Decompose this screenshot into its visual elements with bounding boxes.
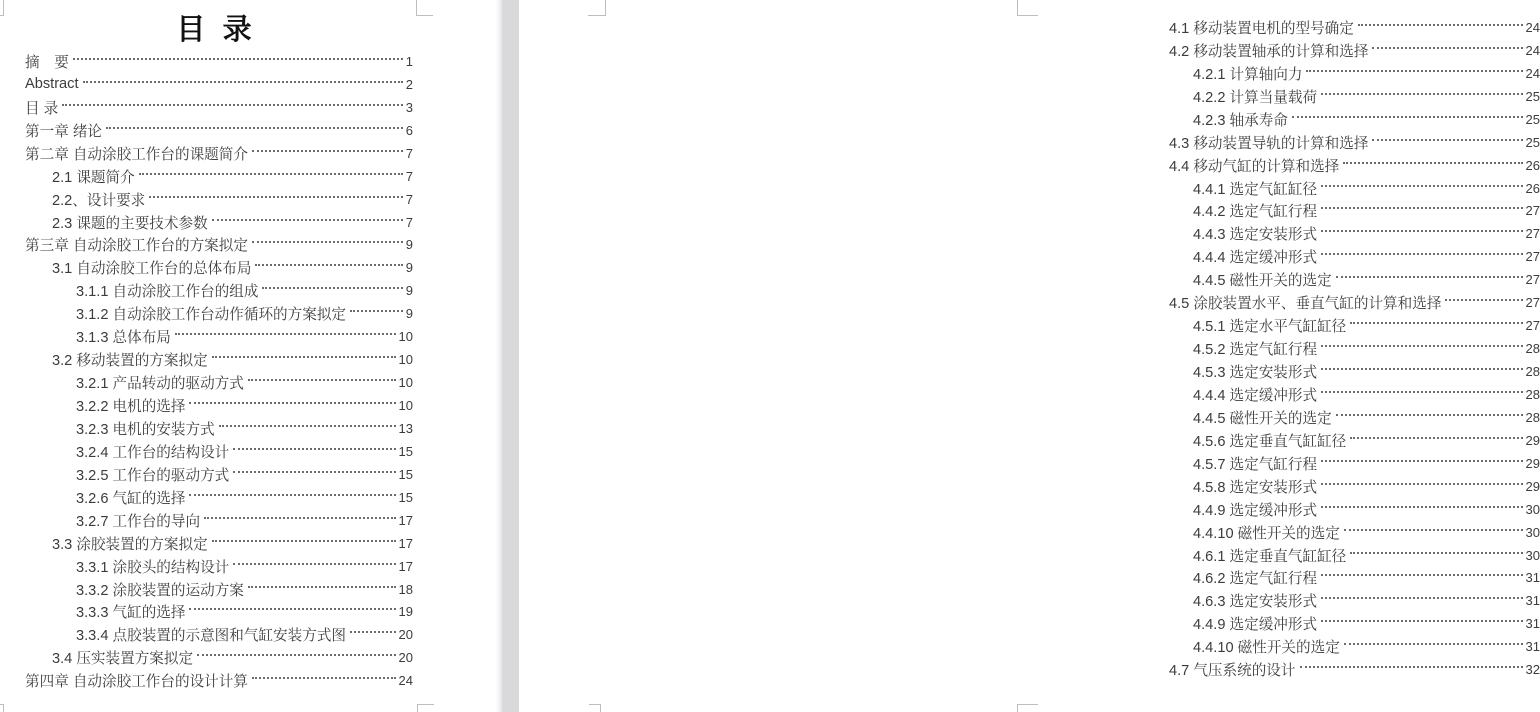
toc-leader-dots <box>1321 207 1522 209</box>
toc-entry-page-number: 24 <box>1525 65 1540 81</box>
toc-leader-dots <box>1321 620 1522 622</box>
toc-entry-page-number: 17 <box>398 512 413 528</box>
toc-entry-page-number: 10 <box>398 398 413 414</box>
toc-entry-page-number: 27 <box>1525 226 1540 242</box>
toc-leader-dots <box>1344 643 1523 645</box>
toc-leader-dots <box>1350 322 1522 324</box>
toc-entry-page-number: 25 <box>1525 111 1540 127</box>
toc-entry[interactable] <box>1169 39 1540 62</box>
toc-entry-page-number: 15 <box>398 489 413 505</box>
toc-entry[interactable] <box>25 325 413 348</box>
toc-leader-dots <box>1321 185 1522 187</box>
toc-leader-dots <box>252 241 403 243</box>
toc-entry-label: 3.3.1 涂胶头的结构设计 <box>76 559 230 576</box>
toc-entry-label: 4.2.1 计算轴向力 <box>1193 66 1303 83</box>
toc-entry[interactable] <box>25 623 413 646</box>
toc-leader-dots <box>1292 116 1523 118</box>
toc-leader-dots <box>1321 368 1522 370</box>
toc-leader-dots <box>62 104 403 106</box>
toc-list-left <box>25 50 413 692</box>
toc-entry-label: 4.4.9 选定缓冲形式 <box>1193 502 1318 519</box>
toc-entry-label: 3.1 自动涂胶工作台的总体布局 <box>52 261 252 278</box>
toc-list-right <box>1169 16 1540 681</box>
toc-entry[interactable] <box>1169 291 1540 314</box>
toc-entry-label: 3.1.2 自动涂胶工作台动作循环的方案拟定 <box>76 307 347 324</box>
crop-mark <box>1017 704 1018 712</box>
toc-entry[interactable] <box>1169 314 1540 337</box>
toc-entry[interactable] <box>25 669 413 692</box>
toc-entry-label: 4.4.5 磁性开关的选定 <box>1193 273 1332 290</box>
toc-leader-dots <box>233 448 395 450</box>
toc-entry[interactable] <box>1169 222 1540 245</box>
toc-entry-page-number: 30 <box>1525 547 1540 563</box>
toc-entry[interactable] <box>25 211 413 234</box>
toc-entry-page-number: 31 <box>1525 639 1540 655</box>
toc-entry-label: 3.1.1 自动涂胶工作台的组成 <box>76 284 259 301</box>
toc-entry-label: 4.4.10 磁性开关的选定 <box>1193 525 1340 542</box>
toc-entry[interactable] <box>25 348 413 371</box>
toc-leader-dots <box>189 402 395 404</box>
toc-entry-label: 3.2 移动装置的方案拟定 <box>52 353 208 370</box>
toc-entry-page-number: 20 <box>398 627 413 643</box>
toc-entry-label: 3.3.2 涂胶装置的运动方案 <box>76 582 244 599</box>
toc-entry-page-number: 31 <box>1525 593 1540 609</box>
toc-entry[interactable] <box>25 96 413 119</box>
toc-entry-label: 3.3.4 点胶装置的示意图和气缸安装方式图 <box>76 628 347 645</box>
toc-entry-page-number: 31 <box>1525 570 1540 586</box>
crop-mark <box>416 0 417 15</box>
toc-leader-dots <box>212 356 396 358</box>
toc-entry-page-number: 24 <box>398 673 413 689</box>
toc-entry[interactable] <box>25 188 413 211</box>
toc-entry-page-number: 32 <box>1525 662 1540 678</box>
toc-entry-label: 4.5.8 选定安装形式 <box>1193 479 1318 496</box>
toc-leader-dots <box>212 540 396 542</box>
toc-entry-page-number: 18 <box>398 581 413 597</box>
toc-entry-page-number: 7 <box>405 168 413 184</box>
crop-mark <box>600 704 601 712</box>
toc-leader-dots <box>233 471 395 473</box>
toc-entry[interactable] <box>25 165 413 188</box>
toc-leader-dots <box>204 517 395 519</box>
toc-entry-page-number: 10 <box>398 329 413 345</box>
toc-leader-dots <box>252 677 396 679</box>
crop-mark <box>416 15 433 16</box>
toc-entry[interactable] <box>25 394 413 417</box>
crop-mark <box>3 0 4 15</box>
toc-entry-page-number: 24 <box>1525 42 1540 58</box>
toc-entry-label: 3.4 压实装置方案拟定 <box>52 651 194 668</box>
toc-leader-dots <box>219 425 396 427</box>
toc-entry-label: 4.2 移动装置轴承的计算和选择 <box>1169 43 1369 60</box>
toc-entry-page-number: 7 <box>405 214 413 230</box>
toc-entry-label: 3.2.4 工作台的结构设计 <box>76 444 230 461</box>
toc-entry[interactable] <box>1169 429 1540 452</box>
toc-entry-page-number: 30 <box>1525 524 1540 540</box>
toc-entry-page-number: 25 <box>1525 88 1540 104</box>
toc-entry-page-number: 27 <box>1525 249 1540 265</box>
toc-entry-page-number: 26 <box>1525 157 1540 173</box>
toc-entry[interactable] <box>1169 475 1540 498</box>
crop-mark <box>0 15 4 16</box>
toc-entry-label: 3.2.3 电机的安装方式 <box>76 421 215 438</box>
toc-entry[interactable] <box>1169 544 1540 567</box>
toc-leader-dots <box>1321 460 1522 462</box>
toc-entry[interactable] <box>1169 177 1540 200</box>
toc-entry[interactable] <box>25 601 413 624</box>
toc-entry-label: 2.3 课题的主要技术参数 <box>52 215 208 232</box>
toc-entry[interactable] <box>1169 200 1540 223</box>
toc-leader-dots <box>1321 506 1522 508</box>
toc-entry-page-number: 29 <box>1525 478 1540 494</box>
toc-entry-page-number: 28 <box>1525 341 1540 357</box>
toc-leader-dots <box>1358 24 1523 26</box>
toc-entry-label: 4.5.2 选定气缸行程 <box>1193 342 1318 359</box>
toc-entry-page-number: 28 <box>1525 364 1540 380</box>
toc-entry-page-number: 9 <box>405 283 413 299</box>
toc-entry-label: 4.7 气压系统的设计 <box>1169 663 1296 680</box>
toc-entry-label: 4.6.2 选定气缸行程 <box>1193 571 1318 588</box>
toc-entry-page-number: 17 <box>398 535 413 551</box>
toc-entry-label: 4.2.2 计算当量载荷 <box>1193 89 1318 106</box>
toc-entry-label: 3.2.6 气缸的选择 <box>76 490 186 507</box>
toc-entry[interactable] <box>1169 383 1540 406</box>
toc-entry-page-number: 30 <box>1525 501 1540 517</box>
toc-entry-label: 3.2.1 产品转动的驱动方式 <box>76 376 244 393</box>
toc-entry[interactable] <box>25 256 413 279</box>
toc-entry-label: 4.4.9 选定缓冲形式 <box>1193 617 1318 634</box>
toc-entry[interactable] <box>1169 521 1540 544</box>
toc-entry-label: 4.4.1 选定气缸缸径 <box>1193 181 1318 198</box>
crop-mark <box>417 704 434 705</box>
toc-entry[interactable] <box>25 417 413 440</box>
toc-entry-label: 3.1.3 总体布局 <box>76 330 171 347</box>
page-left <box>0 0 496 712</box>
toc-entry-page-number: 3 <box>405 99 413 115</box>
toc-entry-page-number: 2 <box>405 76 413 92</box>
toc-leader-dots <box>1350 552 1522 554</box>
toc-entry-page-number: 20 <box>398 650 413 666</box>
toc-entry-page-number: 28 <box>1525 409 1540 425</box>
toc-entry-page-number: 24 <box>1525 19 1540 35</box>
toc-leader-dots <box>1372 47 1522 49</box>
toc-leader-dots <box>1321 391 1522 393</box>
toc-entry-label: 4.4.10 磁性开关的选定 <box>1193 640 1340 657</box>
toc-entry-page-number: 1 <box>405 53 413 69</box>
toc-leader-dots <box>252 150 403 152</box>
toc-leader-dots <box>1321 230 1522 232</box>
toc-entry[interactable] <box>1169 635 1540 658</box>
toc-entry[interactable] <box>25 279 413 302</box>
toc-entry-label: 4.5.3 选定安装形式 <box>1193 365 1318 382</box>
toc-entry-label: 4.6.1 选定垂直气缸缸径 <box>1193 548 1347 565</box>
toc-entry[interactable] <box>1169 406 1540 429</box>
toc-leader-dots <box>1336 276 1523 278</box>
toc-leader-dots <box>1321 345 1522 347</box>
toc-entry-page-number: 7 <box>405 191 413 207</box>
toc-entry-label: 3.2.7 工作台的导向 <box>76 513 201 530</box>
toc-entry-label: 4.4.4 选定缓冲形式 <box>1193 250 1318 267</box>
toc-entry-label: Abstract <box>25 76 79 93</box>
toc-entry-page-number: 25 <box>1525 134 1540 150</box>
crop-mark <box>1017 0 1018 15</box>
toc-entry[interactable] <box>1169 16 1540 39</box>
toc-entry[interactable] <box>1169 268 1540 291</box>
toc-entry-page-number: 13 <box>398 420 413 436</box>
toc-entry-page-number: 29 <box>1525 455 1540 471</box>
crop-mark <box>588 15 606 16</box>
toc-entry[interactable] <box>25 73 413 96</box>
toc-entry[interactable] <box>1169 62 1540 85</box>
toc-leader-dots <box>1321 93 1522 95</box>
toc-entry-label: 4.4.2 选定气缸行程 <box>1193 204 1318 221</box>
toc-entry-label: 2.2、设计要求 <box>52 192 146 209</box>
toc-entry[interactable] <box>25 142 413 165</box>
toc-leader-dots <box>1306 70 1522 72</box>
toc-entry[interactable] <box>25 119 413 142</box>
toc-entry-label: 目 录 <box>25 100 59 117</box>
toc-entry[interactable] <box>1169 337 1540 360</box>
toc-entry[interactable] <box>1169 154 1540 177</box>
toc-entry[interactable] <box>1169 360 1540 383</box>
page-right <box>519 0 1540 712</box>
toc-entry-label: 4.1 移动装置电机的型号确定 <box>1169 20 1354 37</box>
toc-entry-page-number: 10 <box>398 352 413 368</box>
toc-entry[interactable] <box>1169 131 1540 154</box>
toc-leader-dots <box>1321 597 1522 599</box>
toc-entry-page-number: 27 <box>1525 272 1540 288</box>
toc-leader-dots <box>1321 574 1522 576</box>
toc-leader-dots <box>73 58 403 60</box>
page-gap <box>496 0 519 712</box>
toc-entry-label: 第四章 自动涂胶工作台的设计计算 <box>25 674 248 691</box>
toc-entry[interactable] <box>1169 612 1540 635</box>
toc-entry-label: 4.5 涂胶装置水平、垂直气缸的计算和选择 <box>1169 296 1442 313</box>
toc-entry-page-number: 27 <box>1525 203 1540 219</box>
toc-entry-page-number: 27 <box>1525 295 1540 311</box>
toc-leader-dots <box>262 287 402 289</box>
toc-entry-label: 4.6.3 选定安装形式 <box>1193 594 1318 611</box>
toc-entry-label: 4.4.3 选定安装形式 <box>1193 227 1318 244</box>
toc-entry-page-number: 15 <box>398 443 413 459</box>
toc-entry[interactable] <box>25 50 413 73</box>
toc-leader-dots <box>350 310 403 312</box>
toc-entry[interactable] <box>25 371 413 394</box>
toc-leader-dots <box>233 563 395 565</box>
toc-entry-page-number: 19 <box>398 604 413 620</box>
toc-entry-page-number: 9 <box>405 237 413 253</box>
crop-mark <box>417 704 418 712</box>
toc-leader-dots <box>1321 253 1522 255</box>
toc-entry-label: 3.2.5 工作台的驱动方式 <box>76 467 230 484</box>
toc-leader-dots <box>1372 139 1522 141</box>
toc-entry[interactable] <box>25 578 413 601</box>
toc-leader-dots <box>189 608 395 610</box>
toc-entry[interactable] <box>1169 245 1540 268</box>
toc-entry-page-number: 28 <box>1525 386 1540 402</box>
toc-leader-dots <box>1321 483 1522 485</box>
toc-leader-dots <box>248 379 396 381</box>
crop-mark <box>3 704 4 712</box>
toc-entry-label: 2.1 课题简介 <box>52 169 135 186</box>
toc-entry[interactable] <box>25 555 413 578</box>
toc-leader-dots <box>83 81 403 83</box>
toc-leader-dots <box>149 196 403 198</box>
toc-entry-label: 4.4.4 选定缓冲形式 <box>1193 387 1318 404</box>
toc-entry-label: 4.4.5 磁性开关的选定 <box>1193 410 1332 427</box>
toc-entry[interactable] <box>25 646 413 669</box>
crop-mark <box>605 0 606 15</box>
crop-mark <box>1017 15 1038 16</box>
toc-entry-page-number: 17 <box>398 558 413 574</box>
toc-entry-label: 第一章 绪论 <box>25 123 103 140</box>
toc-entry[interactable] <box>25 302 413 325</box>
toc-leader-dots <box>1350 437 1522 439</box>
toc-leader-dots <box>1445 299 1522 301</box>
toc-leader-dots <box>1343 162 1522 164</box>
toc-entry-label: 4.5.6 选定垂直气缸缸径 <box>1193 433 1347 450</box>
toc-entry-label: 4.5.1 选定水平气缸缸径 <box>1193 319 1347 336</box>
toc-entry[interactable] <box>1169 589 1540 612</box>
toc-entry-page-number: 9 <box>405 306 413 322</box>
toc-entry-page-number: 7 <box>405 145 413 161</box>
toc-leader-dots <box>106 127 403 129</box>
toc-entry-label: 4.4 移动气缸的计算和选择 <box>1169 158 1340 175</box>
toc-entry-page-number: 26 <box>1525 180 1540 196</box>
toc-leader-dots <box>1300 666 1523 668</box>
toc-leader-dots <box>175 333 396 335</box>
toc-entry-page-number: 27 <box>1525 318 1540 334</box>
toc-entry-label: 第二章 自动涂胶工作台的课题简介 <box>25 146 248 163</box>
toc-entry[interactable] <box>1169 498 1540 521</box>
toc-leader-dots <box>197 654 395 656</box>
toc-entry-label: 4.5.7 选定气缸行程 <box>1193 456 1318 473</box>
toc-entry[interactable] <box>25 440 413 463</box>
crop-mark <box>1017 704 1038 705</box>
toc-entry[interactable] <box>25 234 413 257</box>
toc-leader-dots <box>139 173 403 175</box>
toc-entry[interactable] <box>1169 108 1540 131</box>
toc-entry-page-number: 29 <box>1525 432 1540 448</box>
toc-entry[interactable] <box>1169 452 1540 475</box>
toc-entry-page-number: 6 <box>405 122 413 138</box>
toc-entry-label: 4.3 移动装置导轨的计算和选择 <box>1169 135 1369 152</box>
toc-entry-page-number: 15 <box>398 466 413 482</box>
toc-entry-page-number: 31 <box>1525 616 1540 632</box>
toc-entry-label: 摘 要 <box>25 54 69 71</box>
toc-entry[interactable] <box>1169 567 1540 590</box>
toc-entry[interactable] <box>1169 658 1540 681</box>
toc-leader-dots <box>1336 414 1523 416</box>
toc-entry[interactable] <box>25 509 413 532</box>
toc-entry[interactable] <box>25 532 413 555</box>
toc-entry-label: 3.3.3 气缸的选择 <box>76 605 186 622</box>
toc-entry-page-number: 9 <box>405 260 413 276</box>
toc-leader-dots <box>350 631 396 633</box>
toc-leader-dots <box>212 219 403 221</box>
toc-title: 目 录 <box>176 14 252 46</box>
toc-entry-label: 第三章 自动涂胶工作台的方案拟定 <box>25 238 248 255</box>
toc-leader-dots <box>1344 529 1523 531</box>
toc-entry-label: 3.2.2 电机的选择 <box>76 399 186 416</box>
toc-entry-label: 4.2.3 轴承寿命 <box>1193 112 1288 129</box>
toc-entry[interactable] <box>25 486 413 509</box>
toc-entry-page-number: 10 <box>398 375 413 391</box>
toc-entry[interactable] <box>25 463 413 486</box>
toc-leader-dots <box>255 264 402 266</box>
toc-leader-dots <box>189 494 395 496</box>
toc-leader-dots <box>248 586 396 588</box>
toc-entry[interactable] <box>1169 85 1540 108</box>
toc-entry-label: 3.3 涂胶装置的方案拟定 <box>52 536 208 553</box>
